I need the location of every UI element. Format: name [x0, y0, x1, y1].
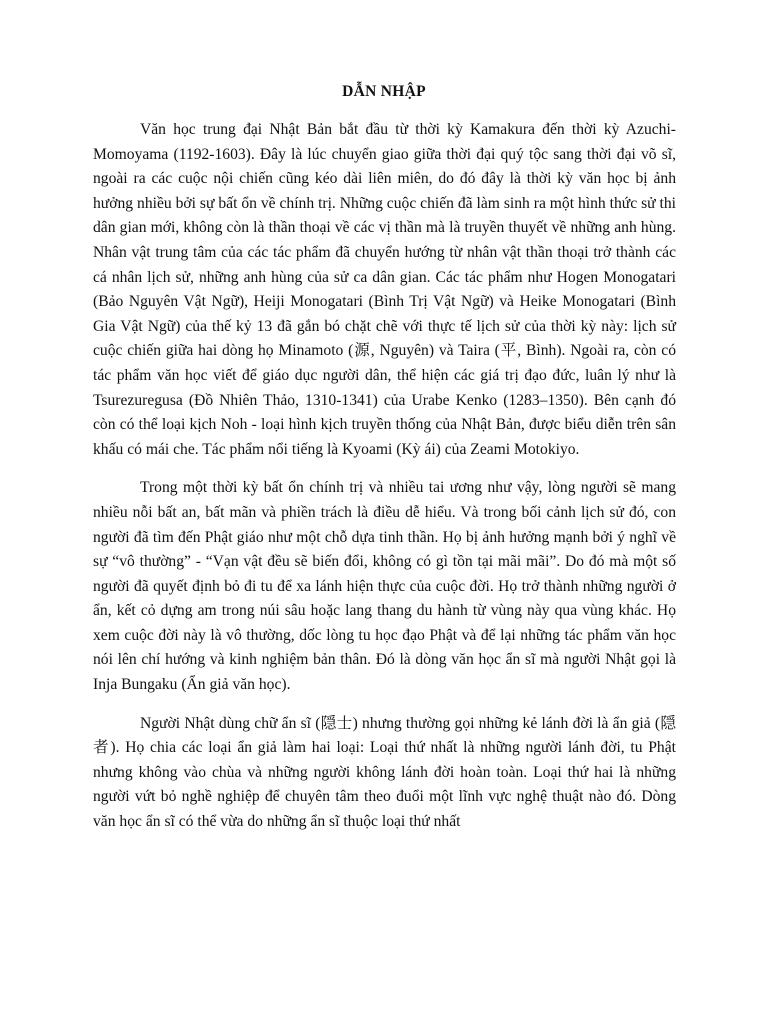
paragraph-1: Văn học trung đại Nhật Bản bắt đầu từ thời kỳ Kamakura đến thời kỳ Azuchi-Momoyama (1192-1603). Đây là lúc chuyển giao giữa thời đại quý tộc sang thời đại võ sĩ, ngoài ra các cuộc nội chiến cũng kéo dài liên miên, do đó đây là thời kỳ văn học bị ảnh hưởng nhiều bởi sự bất ổn về chính trị. Những cuộc chiến đã làm sinh ra một hình thức sử thi dân gian mới, không còn là thần thoại về các vị thần mà là truyền thuyết về những anh hùng. Nhân vật trung tâm của các tác phẩm đã chuyển hướng từ nhân vật thần thoại trở thành các cá nhân lịch sử, những anh hùng của sử ca dân gian. Các tác phẩm như Hogen Monogatari (Bảo Nguyên Vật Ngữ), Heiji Monogatari (Bình Trị Vật Ngữ) và Heike Monogatari (Bình Gia Vật Ngữ) của thế kỷ 13 đã gắn bó chặt chẽ với thực tế lịch sử của thời kỳ này: lịch sử cuộc chiến giữa hai dòng họ Minamoto (源, Nguyên) và Taira (平, Bình). Ngoài ra, còn có tác phẩm văn học viết để giáo dục người dân, thể hiện các giá trị đạo đức, luân lý như là Tsurezuregusa (Đồ Nhiên Thảo, 1310-1341) của Urabe Kenko (1283–1350). Bên cạnh đó còn có thể loại kịch Noh - loại hình kịch truyền thống của Nhật Bản, được biểu diễn trên sân khấu có mái che. Tác phẩm nổi tiếng là Kyoami (Kỳ ái) của Zeami Motokiyo.: [93, 121, 676, 458]
page-title: DẪN NHẬP: [342, 83, 426, 100]
document-body: [93, 118, 676, 849]
paragraph-3: Người Nhật dùng chữ ẩn sĩ (隠士) nhưng thường gọi những kẻ lánh đời là ẩn giả (隠者). Họ chia các loại ẩn giả làm hai loại: Loại thứ nhất là những người lánh đời, tu Phật nhưng không vào chùa và những người không lánh đời hoàn toàn. Loại thứ hai là những người vứt bỏ nghề nghiệp để chuyên tâm theo đuổi một lĩnh vực nghệ thuật nào đó. Dòng văn học ẩn sĩ có thể vừa do những ẩn sĩ thuộc loại thứ nhất: [93, 714, 676, 831]
paragraph-2: Trong một thời kỳ bất ổn chính trị và nhiều tai ương như vậy, lòng người sẽ mang nhiều nỗi bất an, bất mãn và phiền trách là điều dễ hiểu. Và trong bối cảnh lịch sử đó, con người đã tìm đến Phật giáo như một chỗ dựa tinh thần. Họ bị ảnh hưởng mạnh bởi ý nghĩ về sự “vô thường” - “Vạn vật đều sẽ biến đổi, không có gì tồn tại mãi mãi”. Do đó mà một số người đã quyết định bỏ đi tu để xa lánh hiện thực của cuộc đời. Họ trở thành những người ở ẩn, kết cỏ dựng am trong núi sâu hoặc lang thang du hành từ vùng này qua vùng khác. Họ xem cuộc đời này là vô thường, dốc lòng tu học đạo Phật và để lại những tác phẩm văn học nói lên chí hướng và kinh nghiệm bản thân. Đó là dòng văn học ẩn sĩ mà người Nhật gọi là Inja Bungaku (Ẩn giả văn học).: [93, 479, 676, 694]
